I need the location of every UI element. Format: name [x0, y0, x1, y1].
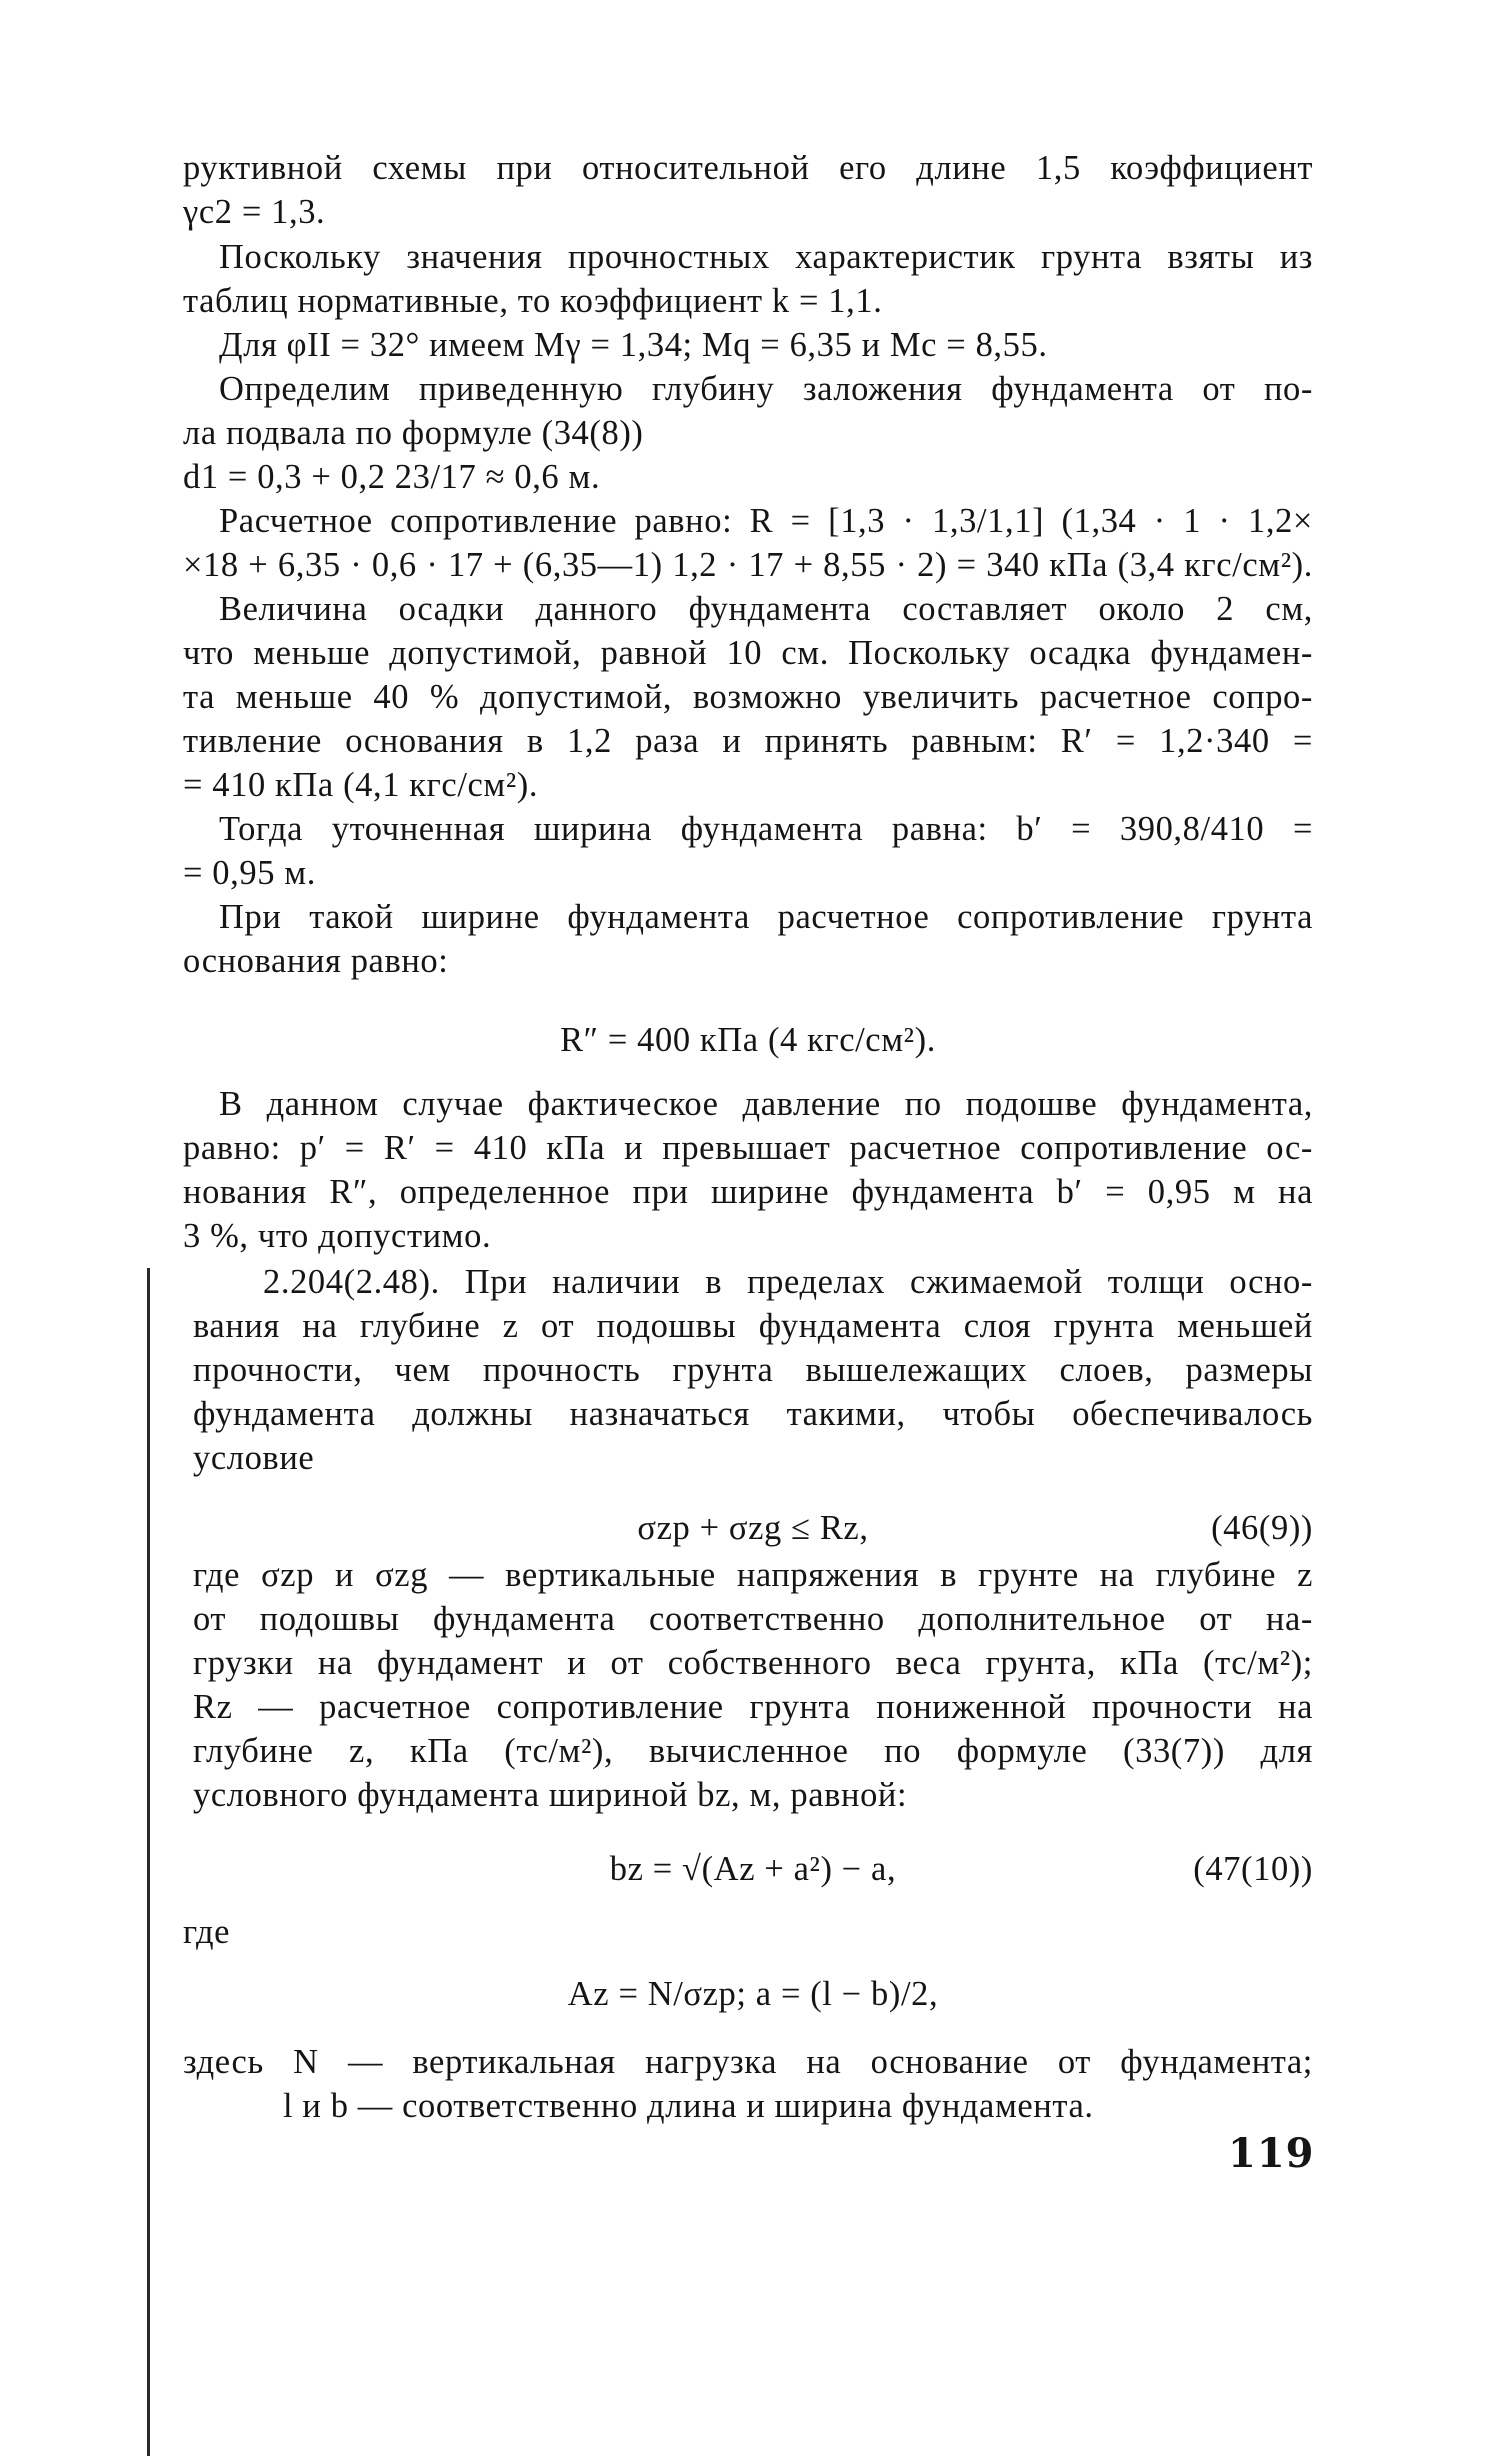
- text-line: Определим приведенную глубину заложения фундамента от по-: [219, 370, 1313, 408]
- text-line: 3 %, что допустимо.: [183, 1217, 492, 1255]
- text-line: здесь N — вертикальная нагрузка на основание от фундамента;: [183, 2043, 1313, 2081]
- text-line: что меньше допустимой, равной 10 см. Поскольку осадка фундамен-: [183, 634, 1313, 672]
- text-line: = 0,95 м.: [183, 854, 316, 892]
- text-line: где: [183, 1913, 231, 1951]
- text-line: В данном случае фактическое давление по подошве фундамента,: [219, 1085, 1313, 1123]
- text-line: Тогда уточненная ширина фундамента равна: b′ = 390,8/410 =: [219, 810, 1313, 848]
- text-line: Rz — расчетное сопротивление грунта пониженной прочности на: [193, 1688, 1313, 1726]
- text-line: Поскольку значения прочностных характеристик грунта взяты из: [219, 238, 1313, 276]
- text-line: γc2 = 1,3.: [183, 193, 326, 231]
- text-line: При такой ширине фундамента расчетное сопротивление грунта: [219, 898, 1313, 936]
- formula-az: Az = N/σzp; a = (l − b)/2,: [567, 1975, 939, 2013]
- text-line: ×18 + 6,35 · 0,6 · 17 + (6,35—1) 1,2 · 17 + 8,55 · 2) = 340 кПа (3,4 кгс/см²).: [183, 546, 1313, 584]
- text-line: прочности, чем прочность грунта вышележащих слоев, размеры: [193, 1351, 1313, 1389]
- text-line: основания равно:: [183, 942, 449, 980]
- text-line: условного фундамента шириной bz, м, равной:: [193, 1776, 908, 1814]
- text-line: Величина осадки данного фундамента составляет около 2 см,: [219, 590, 1313, 628]
- text-line: равно: p′ = R′ = 410 кПа и превышает расчетное сопротивление ос-: [183, 1129, 1313, 1167]
- text-line: ла подвала по формуле (34(8)): [183, 414, 644, 452]
- text-line: условие: [193, 1439, 315, 1477]
- text-line: от подошвы фундамента соответственно дополнительное от на-: [193, 1600, 1313, 1638]
- text-line: грузки на фундамент и от собственного веса грунта, кПа (тс/м²);: [193, 1644, 1313, 1682]
- text-line: d1 = 0,3 + 0,2 23/17 ≈ 0,6 м.: [183, 458, 601, 496]
- text-line: Расчетное сопротивление равно: R = [1,3 · 1,3/1,1] (1,34 · 1 · 1,2×: [219, 502, 1313, 540]
- clause-heading: 2.204(2.48). При наличии в пределах сжимаемой толщи осно-: [263, 1263, 1313, 1301]
- formula-r-double-prime: R″ = 400 кПа (4 кгс/см²).: [560, 1021, 936, 1059]
- text-line: глубине z, кПа (тс/м²), вычисленное по формуле (33(7)) для: [193, 1732, 1313, 1770]
- text-line: таблиц нормативные, то коэффициент k = 1,1.: [183, 282, 883, 320]
- page-number: 119: [1228, 2130, 1315, 2177]
- formula-46-number: (46(9)): [1211, 1509, 1313, 1547]
- text-line: нования R″, определенное при ширине фундамента b′ = 0,95 м на: [183, 1173, 1313, 1211]
- formula-47-number: (47(10)): [1193, 1850, 1313, 1888]
- text-line: l и b — соответственно длина и ширина фундамента.: [283, 2087, 1094, 2125]
- text-line: та меньше 40 % допустимой, возможно увеличить расчетное сопро-: [183, 678, 1313, 716]
- text-line: Для φII = 32° имеем Mγ = 1,34; Mq = 6,35 и Mc = 8,55.: [219, 326, 1048, 364]
- text-line: = 410 кПа (4,1 кгс/см²).: [183, 766, 539, 804]
- text-line: тивление основания в 1,2 раза и принять равным: R′ = 1,2·340 =: [183, 722, 1313, 760]
- formula-46: σzp + σzg ≤ Rz,: [637, 1509, 869, 1547]
- margin-bar: [147, 1268, 150, 2456]
- text-line: руктивной схемы при относительной его длине 1,5 коэффициент: [183, 149, 1313, 187]
- text-line: фундамента должны назначаться такими, чтобы обеспечивалось: [193, 1395, 1313, 1433]
- formula-47: bz = √(Az + a²) − a,: [609, 1850, 897, 1888]
- text-line: где σzp и σzg — вертикальные напряжения в грунте на глубине z: [193, 1556, 1313, 1594]
- text-line: вания на глубине z от подошвы фундамента слоя грунта меньшей: [193, 1307, 1313, 1345]
